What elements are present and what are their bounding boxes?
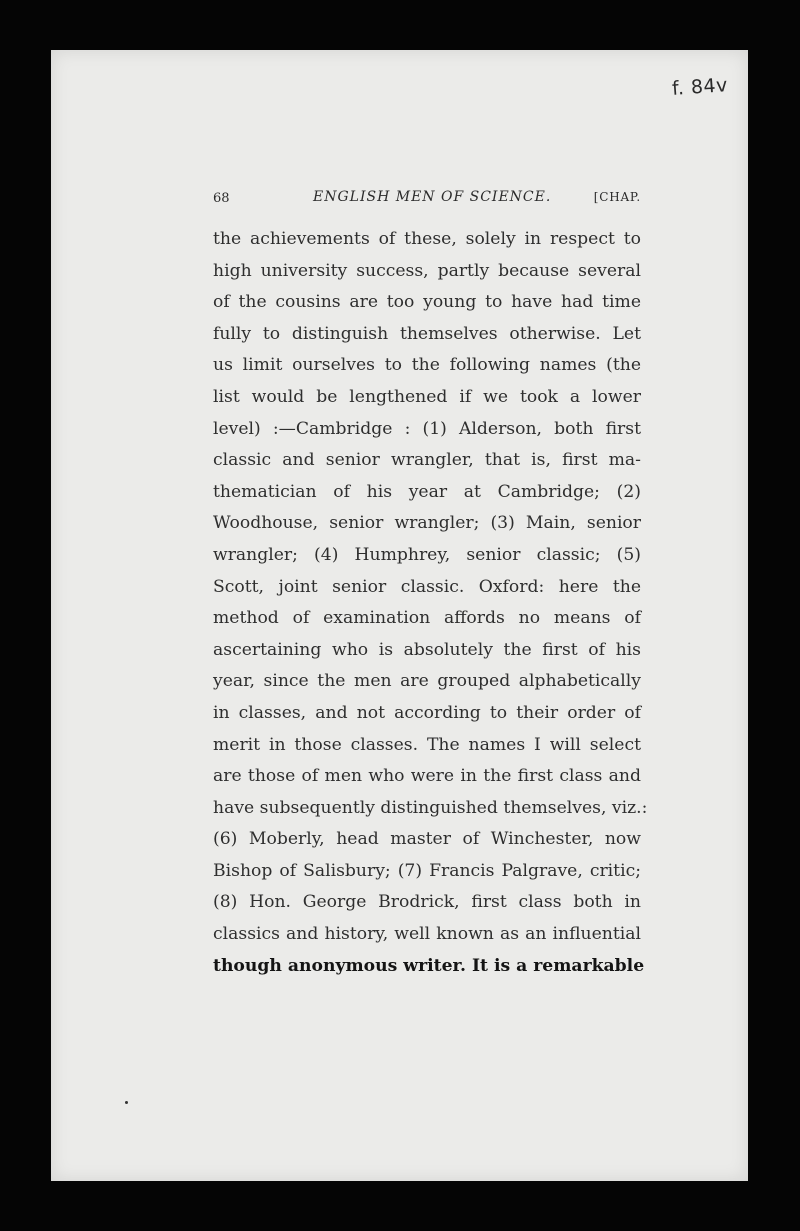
text-line: Scott, joint senior classic. Oxford: here the xyxy=(213,576,641,597)
text-line: thematician of his year at Cambridge; (2) xyxy=(213,481,641,502)
scan-speck xyxy=(125,1101,128,1104)
text-line: in classes, and not according to their order of xyxy=(213,702,641,723)
text-line: fully to distinguish themselves otherwise. Let xyxy=(213,323,641,344)
handwritten-folio-number: f. 84v xyxy=(671,74,729,100)
text-line: of the cousins are too young to have had time xyxy=(213,292,641,313)
text-line: though anonymous writer. It is a remarkable xyxy=(213,955,645,976)
text-line: method of examination affords no means of xyxy=(213,608,641,629)
text-line: merit in those classes. The names I will select xyxy=(213,734,641,755)
text-line: (6) Moberly, head master of Winchester, now xyxy=(213,829,641,850)
running-head xyxy=(213,189,641,213)
text-line: have subsequently distinguished themselves, viz.: xyxy=(213,797,648,818)
text-line: level) :—Cambridge : (1) Alderson, both first xyxy=(213,418,641,439)
body-text xyxy=(213,224,648,982)
text-line: year, since the men are grouped alphabetically xyxy=(213,671,641,692)
text-line: are those of men who were in the first class and xyxy=(213,766,641,787)
text-line: the achievements of these, solely in respect to xyxy=(213,229,641,249)
text-line: Woodhouse, senior wrangler; (3) Main, senior xyxy=(213,513,641,534)
text-line: high university success, partly because several xyxy=(213,260,641,281)
text-line: classic and senior wrangler, that is, first ma- xyxy=(213,450,641,471)
text-line: wrangler; (4) Humphrey, senior classic; (5) xyxy=(213,544,641,565)
text-line: (8) Hon. George Brodrick, first class both in xyxy=(213,892,641,913)
text-line: list would be lengthened if we took a lower xyxy=(213,386,641,407)
text-line: classics and history, well known as an influential xyxy=(213,924,641,945)
text-line: us limit ourselves to the following names (the xyxy=(213,355,641,376)
page-number: 68 xyxy=(213,191,230,206)
text-line: Bishop of Salisbury; (7) Francis Palgrave, critic; xyxy=(213,860,641,881)
running-title: ENGLISH MEN OF SCIENCE. xyxy=(313,189,552,205)
text-line: ascertaining who is absolutely the first of his xyxy=(213,639,641,660)
chapter-abbreviation: [CHAP. xyxy=(593,190,641,204)
